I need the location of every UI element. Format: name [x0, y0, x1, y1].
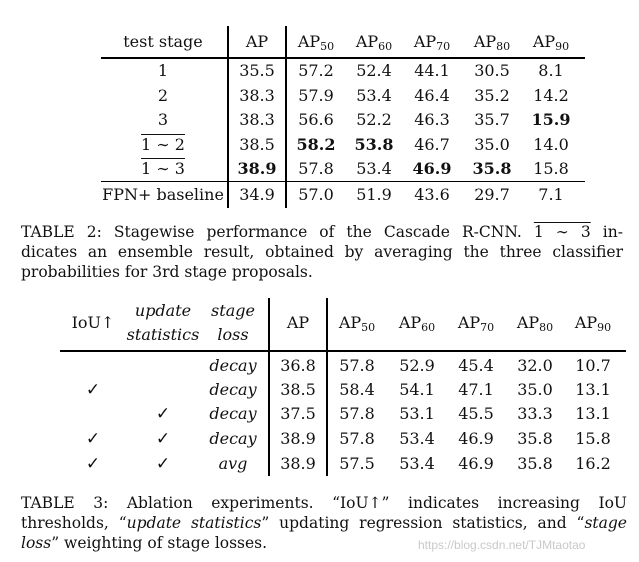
t3-r3-update-check-icon: ✓: [155, 404, 171, 424]
t2-r4-ap60: 53.8: [354, 135, 394, 154]
t3-r5-ap80: 35.8: [517, 454, 553, 473]
t3-r4-ap50: 57.8: [339, 429, 375, 448]
t3-r5-loss: avg: [218, 454, 248, 473]
table2-caption-line3: probabilities for 3rd stage proposals.: [21, 263, 313, 281]
t3-r5-ap: 38.9: [280, 454, 316, 473]
table3-header-rule: [60, 350, 626, 352]
table3-left-divider: [268, 298, 270, 476]
table3-caption-line3: loss” weighting of stage losses.: [21, 534, 268, 552]
t2-r3-ap: 38.3: [239, 110, 275, 129]
t2-r3-ap60: 52.2: [356, 110, 392, 129]
header-loss-line2: loss: [217, 325, 249, 344]
t3-r5-iou-check-icon: ✓: [85, 454, 101, 474]
t2-r4-stage: 1 ∼ 2: [141, 135, 185, 154]
t2-r2-ap50: 57.9: [298, 86, 334, 105]
t3-r2-ap80: 35.0: [517, 380, 553, 399]
table2-right-divider: [285, 26, 287, 208]
t2-r3-stage: 3: [157, 110, 169, 129]
t3-r4-update-check-icon: ✓: [155, 429, 171, 449]
t3-r3-ap90: 13.1: [575, 404, 611, 423]
table2-header-rule: [101, 57, 585, 59]
t2-r6-ap70: 43.6: [414, 185, 450, 204]
table2-caption: [21, 222, 623, 282]
t2-r1-stage: 1: [157, 61, 169, 80]
table3-caption-line2: thresholds, “update statistics” updating regression statistics, and “stage: [21, 514, 627, 532]
t3-r1-ap90: 10.7: [575, 356, 611, 375]
t2-r1-ap80: 30.5: [474, 61, 510, 80]
table3-caption-line1: TABLE 3: Ablation experiments. “IoU↑” indicates increasing IoU: [21, 494, 627, 512]
t3-r3-ap60: 53.1: [399, 404, 435, 423]
t2-r5-ap: 38.9: [237, 159, 277, 178]
header-ap60: $AP_{60}$: [355, 32, 393, 53]
t3-r3-ap: 37.5: [280, 404, 316, 423]
t3-header-ap50: $AP_{50}$: [338, 313, 376, 334]
t3-r1-loss: decay: [209, 356, 257, 375]
t2-r2-ap90: 14.2: [533, 86, 569, 105]
header-ap80: $AP_{80}$: [473, 32, 511, 53]
t3-header-ap90: $AP_{90}$: [574, 313, 612, 334]
header-update-line2: statistics: [126, 325, 200, 344]
t3-r5-update-check-icon: ✓: [155, 454, 171, 474]
header-update-line1: update: [134, 301, 192, 320]
t2-r6-ap50: 57.0: [298, 185, 334, 204]
t3-r4-ap70: 46.9: [458, 429, 494, 448]
t2-r6-ap60: 51.9: [356, 185, 392, 204]
table2-caption-line2: dicates an ensemble result, obtained by averaging the three classifier: [21, 243, 623, 261]
t3-r3-loss: decay: [209, 404, 257, 423]
t2-r5-ap80: 35.8: [472, 159, 512, 178]
t3-r4-loss: decay: [209, 429, 257, 448]
t2-r4-ap: 38.5: [239, 135, 275, 154]
t2-r4-ap80: 35.0: [474, 135, 510, 154]
t2-r4-ap70: 46.7: [414, 135, 450, 154]
t2-r6-stage: FPN+ baseline: [102, 185, 224, 204]
t2-r4-ap90: 14.0: [533, 135, 569, 154]
t3-header-ap80: $AP_{80}$: [516, 313, 554, 334]
t3-r1-ap70: 45.4: [458, 356, 494, 375]
t3-r5-ap90: 16.2: [575, 454, 611, 473]
t3-r4-ap: 38.9: [280, 429, 316, 448]
t3-r5-ap60: 53.4: [399, 454, 435, 473]
t2-r2-ap70: 46.4: [414, 86, 450, 105]
t3-header-ap60: $AP_{60}$: [398, 313, 436, 334]
header-test-stage: test stage: [123, 32, 203, 51]
t2-r5-ap60: 53.4: [356, 159, 392, 178]
t3-r2-ap60: 54.1: [399, 380, 435, 399]
t3-r2-loss: decay: [209, 380, 257, 399]
t2-r1-ap60: 52.4: [356, 61, 392, 80]
header-ap50: $AP_{50}$: [297, 32, 335, 53]
t2-r1-ap70: 44.1: [414, 61, 450, 80]
t2-r5-stage: 1 ∼ 3: [141, 159, 185, 178]
t3-r4-ap80: 35.8: [517, 429, 553, 448]
t3-r3-ap70: 45.5: [458, 404, 494, 423]
t3-r1-ap80: 32.0: [517, 356, 553, 375]
t2-r3-ap70: 46.3: [414, 110, 450, 129]
t2-r4-ap50: 58.2: [296, 135, 336, 154]
t3-r3-ap50: 57.8: [339, 404, 375, 423]
t3-r1-ap: 36.8: [280, 356, 316, 375]
t2-r6-ap80: 29.7: [474, 185, 510, 204]
header-ap90: $AP_{90}$: [532, 32, 570, 53]
t3-header-ap: AP: [286, 313, 310, 332]
t2-r3-ap50: 56.6: [298, 110, 334, 129]
t3-r4-ap90: 15.8: [575, 429, 611, 448]
t2-r5-ap50: 57.8: [298, 159, 334, 178]
t3-r5-ap50: 57.5: [339, 454, 375, 473]
t2-r1-ap: 35.5: [239, 61, 275, 80]
t2-r3-ap80: 35.7: [474, 110, 510, 129]
t2-r2-ap80: 35.2: [474, 86, 510, 105]
t2-r3-ap90: 15.9: [531, 110, 571, 129]
t3-r1-ap50: 57.8: [339, 356, 375, 375]
t3-r5-ap70: 46.9: [458, 454, 494, 473]
t3-r4-ap60: 53.4: [399, 429, 435, 448]
t2-r6-ap90: 7.1: [538, 185, 564, 204]
table2-left-divider: [227, 26, 229, 208]
t3-r2-ap90: 13.1: [575, 380, 611, 399]
t3-r2-ap70: 47.1: [458, 380, 494, 399]
t3-r2-ap: 38.5: [280, 380, 316, 399]
t2-r6-ap: 34.9: [239, 185, 275, 204]
t2-r1-ap50: 57.2: [298, 61, 334, 80]
t3-r2-iou-check-icon: ✓: [85, 380, 101, 400]
table3-right-divider: [326, 298, 328, 476]
t2-r2-ap: 38.3: [239, 86, 275, 105]
header-loss-line1: stage: [211, 301, 255, 320]
t2-r2-ap60: 53.4: [356, 86, 392, 105]
watermark: https://blog.csdn.net/TJMtaotao: [418, 538, 586, 552]
table2-caption-line1: TABLE 2: Stagewise performance of the Cascade R-CNN. 1 ∼ 3 in-: [21, 223, 623, 241]
table2-baseline-rule: [101, 181, 585, 182]
t3-r3-ap80: 33.3: [517, 404, 553, 423]
t2-r2-stage: 2: [157, 86, 169, 105]
header-ap: AP: [245, 32, 269, 51]
t3-r2-ap50: 58.4: [339, 380, 375, 399]
t2-r5-ap90: 15.8: [533, 159, 569, 178]
t2-r5-ap70: 46.9: [412, 159, 452, 178]
header-iou: IoU↑: [71, 313, 115, 332]
t2-r1-ap90: 8.1: [538, 61, 564, 80]
t3-header-ap70: $AP_{70}$: [457, 313, 495, 334]
header-ap70: $AP_{70}$: [413, 32, 451, 53]
t3-r4-iou-check-icon: ✓: [85, 429, 101, 449]
t3-r1-ap60: 52.9: [399, 356, 435, 375]
